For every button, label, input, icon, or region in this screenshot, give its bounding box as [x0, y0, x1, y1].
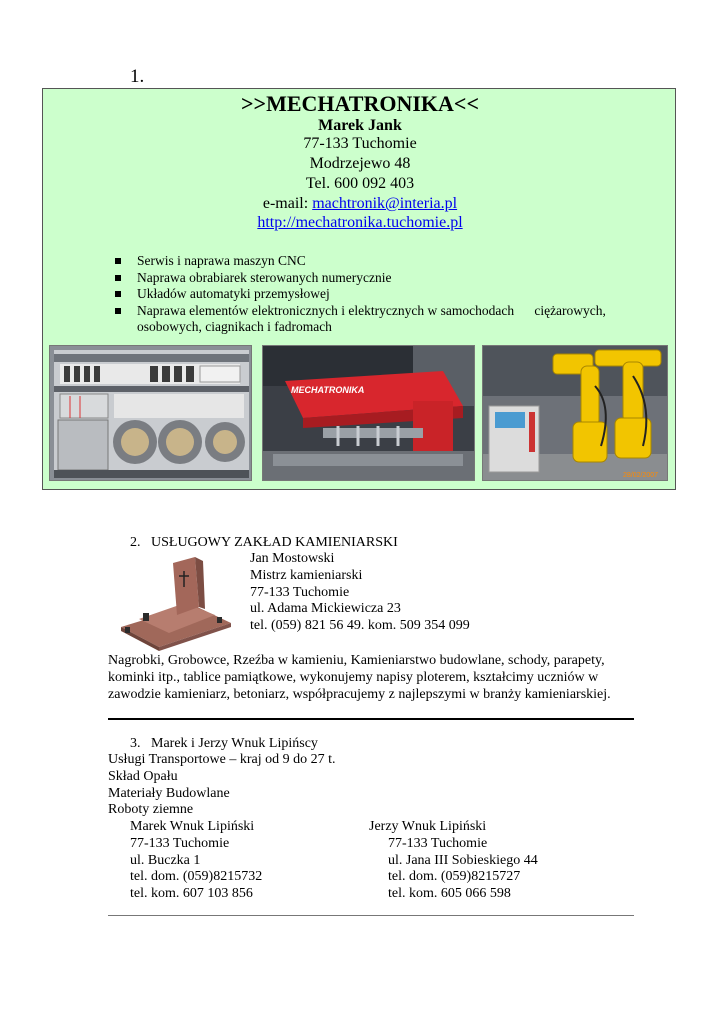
owner-name: Jan Mostowski	[250, 551, 335, 566]
list-item: Serwis i naprawa maszyn CNC	[115, 253, 655, 270]
bullet-icon	[115, 258, 121, 264]
kamieniarski-description: Nagrobki, Grobowce, Rzeźba w kamieniu, Kamieniarstwo budowlane, schody, parapety, kominki itp., tablice pamiątkowe, wykonujemy napisy ploterem, kształcimy uczniów w zawodzie kamieniarz, betoniarz, współpracujemy z najlepszymi w branży kamieniarskiej.	[108, 653, 611, 702]
section2-header: 2. USŁUGOWY ZAKŁAD KAMIENIARSKI	[130, 535, 398, 550]
photo-date: 28/02/2007	[623, 472, 659, 479]
owner-title: Mistrz kamieniarski	[250, 567, 363, 583]
service-line: Skład Opału	[108, 768, 178, 784]
list-item: Układów automatyki przemysłowej	[115, 286, 655, 303]
contact-home-phone: tel. dom. (059)8215727	[388, 869, 521, 885]
kamieniarski-contact	[250, 551, 470, 635]
mechatronika-website-line	[43, 214, 677, 232]
email-link[interactable]: machtronik@interia.pl	[312, 195, 458, 212]
mechatronika-street: Modrzejewo 48	[309, 155, 411, 172]
list-item: Naprawa obrabiarek sterowanych numerycznie	[115, 270, 655, 287]
transport-services	[108, 752, 336, 819]
mechatronika-phone: Tel. 600 092 403	[305, 175, 415, 192]
photo-electrical-cabinet	[49, 345, 252, 481]
section3-header: 3. Marek i Jerzy Wnuk Lipińscy	[130, 736, 318, 751]
contact-name: Marek Wnuk Lipiński	[130, 819, 255, 834]
email-label: e-mail:	[262, 195, 313, 212]
bullet-icon	[115, 275, 121, 281]
contact-postal: 77-133 Tuchomie	[388, 835, 488, 851]
divider	[108, 915, 634, 916]
postal: 77-133 Tuchomie	[250, 584, 350, 600]
service-line: Usługi Transportowe – kraj od 9 do 27 t.	[108, 752, 336, 767]
bullet-icon	[115, 308, 121, 314]
contact-postal: 77-133 Tuchomie	[130, 835, 230, 851]
divider	[108, 718, 634, 720]
mechatronika-postal: 77-133 Tuchomie	[303, 135, 417, 152]
photo-robots	[482, 345, 668, 481]
contact-name: Jerzy Wnuk Lipiński	[369, 819, 487, 834]
photo-cnc-machine	[262, 345, 475, 481]
service-line: Roboty ziemne	[108, 802, 194, 818]
mechatronika-title: >>MECHATRONIKA<<	[241, 91, 479, 116]
contact-jerzy	[369, 819, 538, 903]
contact-street: ul. Buczka 1	[130, 852, 201, 868]
machine-label: MECHATRONIKA	[291, 385, 365, 395]
street: ul. Adama Mickiewicza 23	[250, 601, 401, 617]
contact-home-phone: tel. dom. (059)8215732	[130, 869, 263, 885]
section1-number: 1.	[130, 66, 145, 87]
website-link[interactable]: http://mechatronika.tuchomie.pl	[257, 214, 463, 231]
services-list	[115, 253, 655, 336]
gravestone-image	[117, 557, 235, 651]
contact-marek	[130, 819, 262, 903]
contact-street: ul. Jana III Sobieskiego 44	[388, 852, 538, 868]
bullet-icon	[115, 291, 121, 297]
service-line: Materiały Budowlane	[108, 785, 230, 801]
mechatronika-owner: Marek Jank	[318, 117, 402, 134]
mechatronika-email-line	[43, 195, 677, 213]
list-item: Naprawa elementów elektronicznych i elektrycznych w samochodach ciężarowych, osobowych, ciagnikach i fadromach	[115, 303, 655, 336]
mechatronika-box	[42, 88, 676, 490]
phone: tel. (059) 821 56 49. kom. 509 354 099	[250, 618, 470, 634]
contact-mobile: tel. kom. 605 066 598	[388, 886, 511, 902]
contact-mobile: tel. kom. 607 103 856	[130, 886, 253, 902]
